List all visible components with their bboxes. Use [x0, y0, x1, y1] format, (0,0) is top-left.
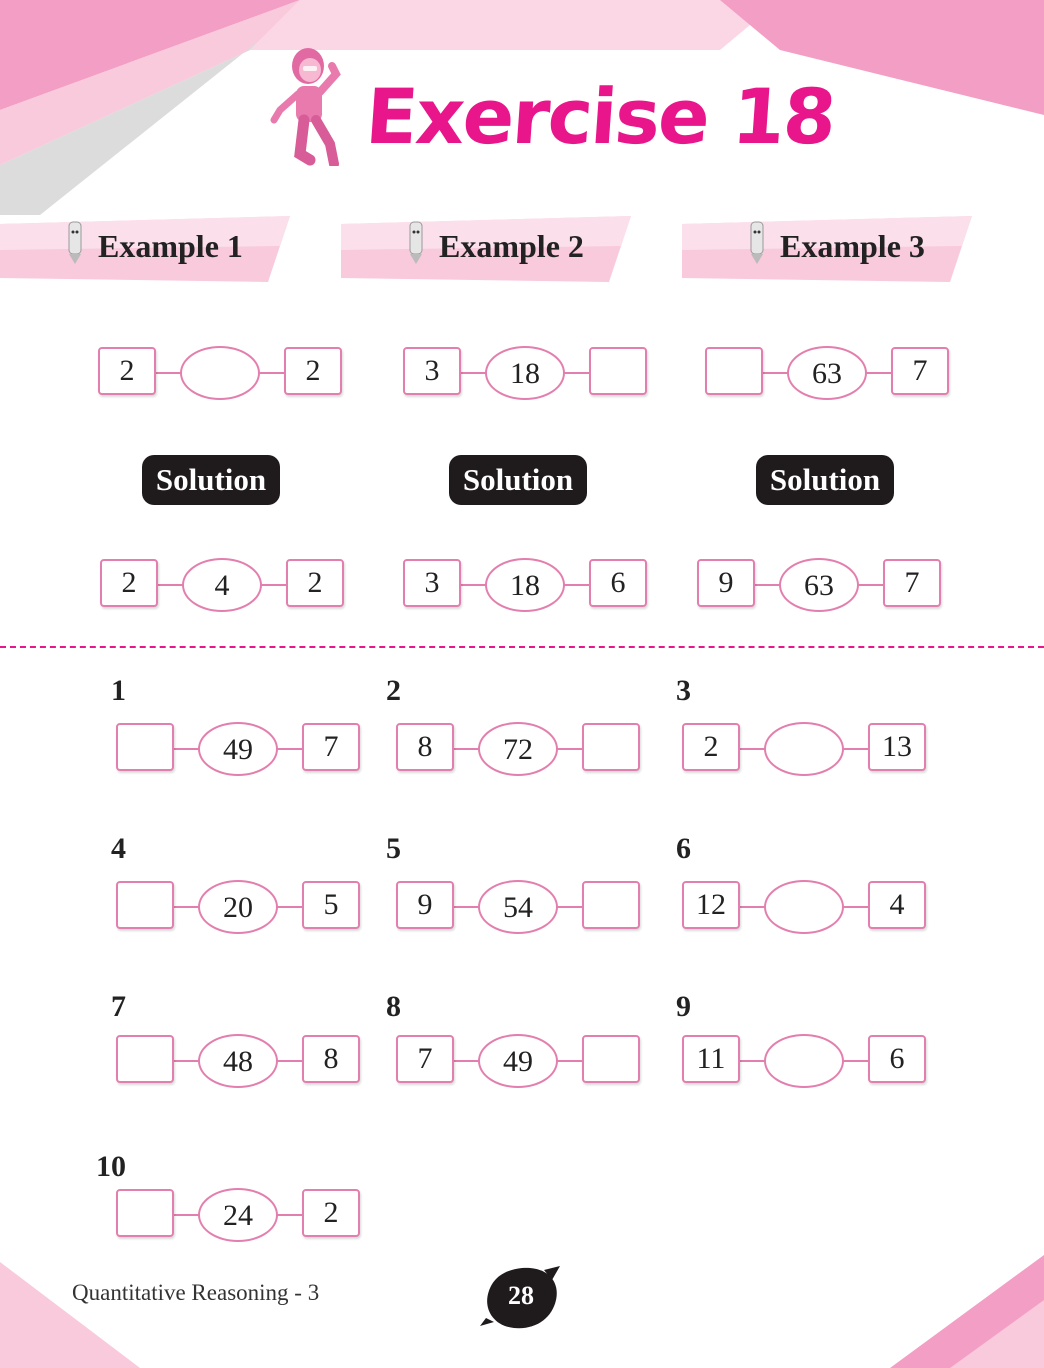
- middle-oval[interactable]: 49: [198, 722, 278, 776]
- middle-oval[interactable]: 24: [198, 1188, 278, 1242]
- question-2-chain: [396, 722, 646, 776]
- girl-character-illustration: [270, 44, 344, 166]
- left-box[interactable]: [116, 881, 174, 929]
- left-box[interactable]: [116, 1035, 174, 1083]
- example-1-solution-chain: [100, 558, 350, 612]
- middle-oval[interactable]: 48: [198, 1034, 278, 1088]
- left-box: 9: [697, 559, 755, 607]
- right-box[interactable]: 5: [302, 881, 360, 929]
- pencil-mascot-icon: [403, 216, 429, 264]
- question-8-number: 8: [386, 990, 401, 1023]
- question-9-number: 9: [676, 990, 691, 1023]
- middle-oval[interactable]: [764, 880, 844, 934]
- question-4-chain: [116, 880, 366, 934]
- question-3-chain: [682, 722, 932, 776]
- pencil-mascot-icon: [744, 216, 770, 264]
- solution-label-2: Solution: [449, 455, 587, 505]
- middle-oval[interactable]: 20: [198, 880, 278, 934]
- left-box[interactable]: [116, 1189, 174, 1237]
- book-title-footer: Quantitative Reasoning - 3: [72, 1280, 320, 1305]
- example-3-solution-chain: [697, 558, 947, 612]
- left-box: 2: [100, 559, 158, 607]
- example-3-label: Example 3: [780, 228, 925, 264]
- middle-oval: [180, 346, 260, 400]
- example-1-banner: [0, 216, 290, 286]
- question-7-number: 7: [111, 990, 126, 1023]
- left-box: 3: [403, 347, 461, 395]
- middle-oval[interactable]: 49: [478, 1034, 558, 1088]
- right-box[interactable]: [582, 1035, 640, 1083]
- left-box[interactable]: 2: [682, 723, 740, 771]
- bottom-left-shape: [0, 1262, 140, 1368]
- question-9-chain: [682, 1034, 932, 1088]
- pencil-mascot-icon: [62, 216, 88, 264]
- right-box[interactable]: 2: [302, 1189, 360, 1237]
- top-middle-light-shape: [250, 0, 780, 50]
- middle-oval: 18: [485, 558, 565, 612]
- left-box[interactable]: 9: [396, 881, 454, 929]
- page-number: 28: [508, 1281, 534, 1310]
- right-box[interactable]: 8: [302, 1035, 360, 1083]
- question-7-chain: [116, 1034, 366, 1088]
- page-title: Exercise 18: [362, 72, 838, 161]
- right-box[interactable]: 4: [868, 881, 926, 929]
- right-box: 7: [883, 559, 941, 607]
- question-5-chain: [396, 880, 646, 934]
- example-2-solution-chain: [403, 558, 653, 612]
- left-box[interactable]: [116, 723, 174, 771]
- question-2-number: 2: [386, 674, 401, 707]
- middle-oval[interactable]: [764, 1034, 844, 1088]
- right-box: 6: [589, 559, 647, 607]
- middle-oval: 18: [485, 346, 565, 400]
- solution-label-3: Solution: [756, 455, 894, 505]
- question-1-number: 1: [111, 674, 126, 707]
- example-3-problem-chain: [705, 346, 955, 400]
- right-box: 2: [286, 559, 344, 607]
- left-box[interactable]: 7: [396, 1035, 454, 1083]
- solution-label-1: Solution: [142, 455, 280, 505]
- left-box[interactable]: 12: [682, 881, 740, 929]
- left-box: 3: [403, 559, 461, 607]
- left-box: 2: [98, 347, 156, 395]
- example-1-label: Example 1: [98, 228, 243, 264]
- example-1-problem-chain: [98, 346, 348, 400]
- question-6-chain: [682, 880, 932, 934]
- middle-oval: 63: [779, 558, 859, 612]
- question-10-number: 10: [96, 1150, 126, 1183]
- middle-oval[interactable]: 72: [478, 722, 558, 776]
- middle-oval[interactable]: 54: [478, 880, 558, 934]
- example-2-banner: [341, 216, 631, 286]
- question-6-number: 6: [676, 832, 691, 865]
- right-box: 2: [284, 347, 342, 395]
- middle-oval: 4: [182, 558, 262, 612]
- left-box[interactable]: 8: [396, 723, 454, 771]
- right-box[interactable]: 7: [302, 723, 360, 771]
- right-box[interactable]: 13: [868, 723, 926, 771]
- middle-oval[interactable]: [764, 722, 844, 776]
- right-box[interactable]: [582, 881, 640, 929]
- right-box: [589, 347, 647, 395]
- question-8-chain: [396, 1034, 646, 1088]
- question-4-number: 4: [111, 832, 126, 865]
- left-box[interactable]: 11: [682, 1035, 740, 1083]
- example-2-label: Example 2: [439, 228, 584, 264]
- right-box: 7: [891, 347, 949, 395]
- example-2-problem-chain: [403, 346, 653, 400]
- question-10-chain: [116, 1188, 366, 1242]
- section-divider: [0, 646, 1044, 648]
- right-box[interactable]: [582, 723, 640, 771]
- example-3-banner: [682, 216, 972, 286]
- left-box: [705, 347, 763, 395]
- right-box[interactable]: 6: [868, 1035, 926, 1083]
- question-5-number: 5: [386, 832, 401, 865]
- question-3-number: 3: [676, 674, 691, 707]
- question-1-chain: [116, 722, 366, 776]
- middle-oval: 63: [787, 346, 867, 400]
